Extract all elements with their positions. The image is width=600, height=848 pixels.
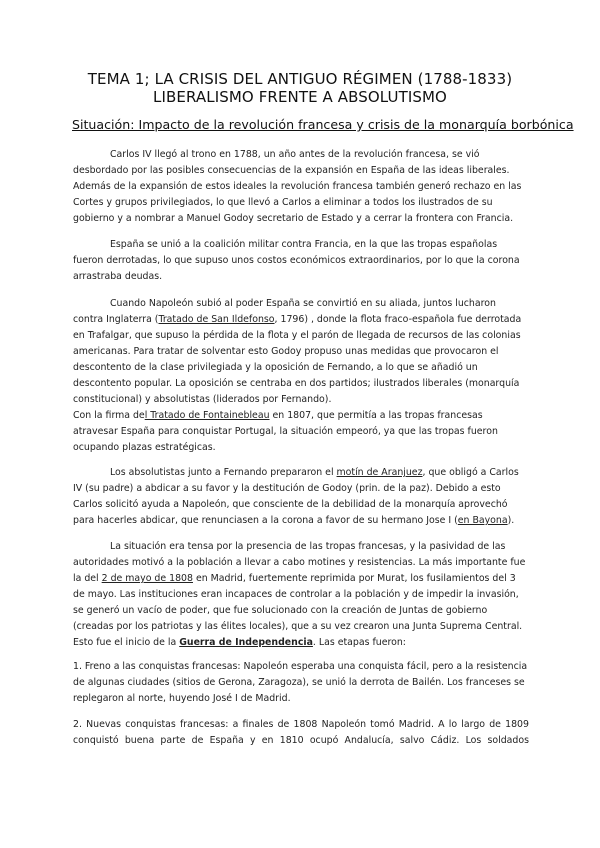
paragraph-3-text-b: , 1796) , donde la flota fraco-española fue derrotada en Trafalgar, que supuso la pérdida de la flota y el parón de llegada de recursos de las colonias americanas. Para tratar de solventar esto Godoy propuso unas medidas que provocaron el descontento de la clase privilegiada y la oposición de Fernando, a lo que se añadió un descontento popular. La oposición se centraba en dos partidos; ilustrados liberales (monarquía constitucional) y absolutistas (liderados por Fernando). [73, 314, 522, 405]
paragraph-3 [73, 296, 529, 456]
paragraph-1 [73, 147, 529, 227]
paragraph-4-text-b: , que obligó a Carlos IV (su padre) a abdicar a su favor y la destitución de Godoy (prin. de la paz). Debido a esto Carlos solicitó ayuda a Napoleón, que consciente de la debilidad de la monarquía aprovechó para hacerles abdicar, que renunciasen a la corona a favor de su hermano Jose I ( [73, 467, 519, 526]
paragraph-5-text-a: La situación era tensa por la presencia de las tropas francesas, y la pasividad de las autoridades motivó a la población a llevar a cabo motines y resistencias. La más importante fue la del [73, 541, 526, 584]
link-motin-aranjuez[interactable]: motín de Aranjuez [336, 467, 423, 478]
link-2-de-mayo[interactable]: 2 de mayo de 1808 [101, 573, 193, 584]
link-tratado-fontainebleau[interactable]: l Tratado de Fontainebleau [144, 410, 270, 421]
link-tratado-san-ildefonso[interactable]: Tratado de San Ildefonso [158, 314, 275, 325]
paragraph-2 [73, 237, 529, 285]
paragraph-5-text-c: . Las etapas fueron: [312, 637, 406, 648]
paragraph-2-text: España se unió a la coalición militar contra Francia, en la que las tropas españolas fueron derrotadas, lo que supuso unos costos económicos extraordinarios, por lo que la corona arrastraba deudas. [73, 239, 520, 282]
paragraph-4-text-a: Los absolutistas junto a Fernando prepararon el [110, 467, 337, 478]
link-guerra-independencia[interactable]: Guerra de Independencia [179, 637, 313, 648]
paragraph-3-text-a: Cuando Napoleón subió al poder España se convirtió en su aliada, juntos lucharon contra Inglaterra ( [73, 298, 496, 325]
paragraph-4-text-c: ). [507, 515, 515, 526]
paragraph-3-text-c: Con la firma de [73, 410, 145, 421]
paragraph-3-text-d: en 1807, que permitía a las tropas francesas atravesar España para conquistar Portugal, la situación empeoró, ya que las tropas fueron ocupando plazas estratégicas. [73, 410, 498, 453]
page-title: TEMA 1; LA CRISIS DEL ANTIGUO RÉGIMEN (1788-1833) [87, 70, 513, 88]
list-item-2-text: 2. Nuevas conquistas francesas: a finales de 1808 Napoleón tomó Madrid. A lo largo de 1809 conquistó buena parte de España y en 1810 ocupó Andalucía, salvo Cádiz. Los soldados [73, 719, 529, 746]
list-item-2 [73, 717, 529, 749]
list-item-1 [73, 659, 529, 707]
paragraph-5 [73, 539, 529, 651]
paragraph-5-text-b: en Madrid, fuertemente reprimida por Murat, los fusilamientos del 3 de mayo. Las instituciones eran incapaces de controlar a la población y de impedir la invasión, se generó un vacío de poder, que fue solucionado con la creación de Juntas de gobierno (creadas por los patriotas y las élites locales), que a su vez crearon una Junta Suprema Central. Esto fue el inicio de la [73, 573, 523, 648]
page-subtitle: LIBERALISMO FRENTE A ABSOLUTISMO [153, 88, 447, 106]
link-en-bayona[interactable]: en Bayona [457, 515, 508, 526]
section-heading: Situación: Impacto de la revolución francesa y crisis de la monarquía borbónica [72, 117, 574, 132]
paragraph-1-text: Carlos IV llegó al trono en 1788, un año antes de la revolución francesa, se vió desbordado por las posibles consecuencias de la expansión en España de las ideas liberales. Además de la expansión de estos ideales la revolución francesa también generó rechazo en las Cortes y grupos privilegiados, lo que llevó a Carlos a eliminar a todos los ilustrados de su gobierno y a nombrar a Manuel Godoy secretario de Estado y a cerrar la frontera con Francia. [73, 149, 522, 224]
list-item-1-text: 1. Freno a las conquistas francesas: Napoleón esperaba una conquista fácil, pero a la resistencia de algunas ciudades (sitios de Gerona, Zaragoza), se unió la derrota de Bailén. Los franceses se replegaron al norte, huyendo José I de Madrid. [73, 661, 528, 704]
paragraph-4 [73, 465, 529, 529]
